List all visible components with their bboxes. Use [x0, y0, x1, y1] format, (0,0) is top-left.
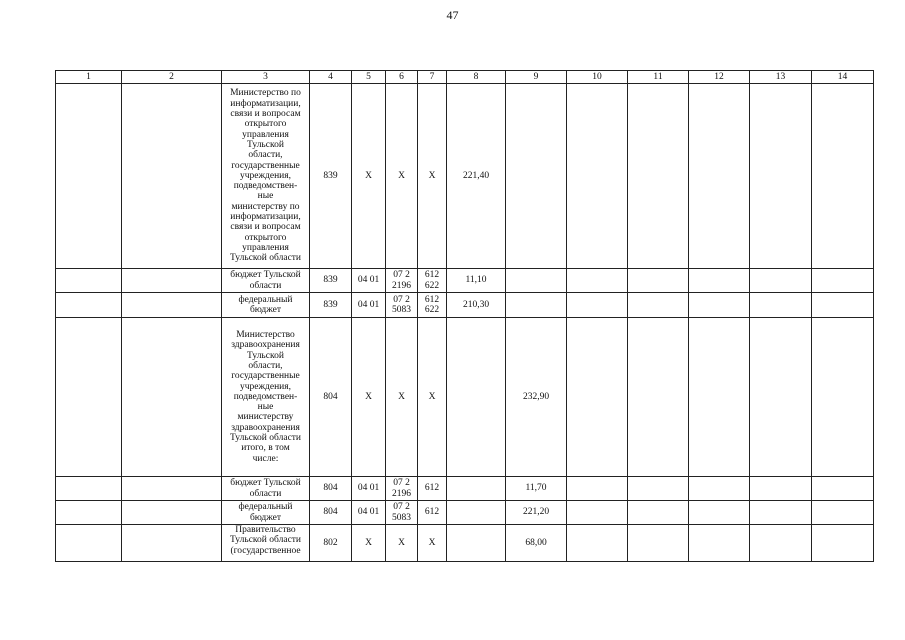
column-header: 13	[750, 71, 812, 84]
table-cell	[750, 477, 812, 501]
table-cell: 04 01	[352, 293, 386, 318]
table-cell: 07 2 2196	[386, 269, 418, 293]
table-cell	[567, 525, 628, 562]
table-cell	[56, 293, 122, 318]
column-header: 8	[447, 71, 506, 84]
table-cell	[689, 318, 750, 477]
table-cell: 04 01	[352, 269, 386, 293]
table-cell	[812, 293, 874, 318]
table-cell: 07 2 5083	[386, 501, 418, 525]
table-cell: Х	[418, 84, 447, 269]
table-cell	[812, 269, 874, 293]
table-cell: 612	[418, 501, 447, 525]
table-cell	[56, 477, 122, 501]
recipient-name-cell: бюджет Тульской области	[222, 269, 310, 293]
recipient-name-cell: Правительство Тульской области (государственное	[222, 525, 310, 562]
table-cell	[689, 269, 750, 293]
table-cell	[122, 477, 222, 501]
table-cell	[628, 269, 689, 293]
amount-cell: 221,40	[447, 84, 506, 269]
table-cell	[812, 525, 874, 562]
table-cell: 839	[310, 84, 352, 269]
table-cell	[628, 525, 689, 562]
budget-table	[55, 70, 874, 562]
table-cell: Х	[386, 84, 418, 269]
table-cell: 07 2 5083	[386, 293, 418, 318]
amount-cell: 232,90	[506, 318, 567, 477]
table-cell	[56, 84, 122, 269]
table-cell	[567, 501, 628, 525]
page-number: 47	[446, 8, 459, 22]
table-cell	[689, 84, 750, 269]
table-cell	[812, 501, 874, 525]
table-row	[56, 84, 874, 269]
table-cell: Х	[418, 318, 447, 477]
table-cell	[628, 318, 689, 477]
table-cell: 04 01	[352, 477, 386, 501]
amount-cell	[506, 293, 567, 318]
recipient-name-cell: бюджет Тульской области	[222, 477, 310, 501]
column-header: 2	[122, 71, 222, 84]
table-cell	[750, 293, 812, 318]
table-row	[56, 318, 874, 477]
column-header: 4	[310, 71, 352, 84]
column-header: 9	[506, 71, 567, 84]
amount-cell: 68,00	[506, 525, 567, 562]
column-header: 7	[418, 71, 447, 84]
table-cell	[56, 501, 122, 525]
amount-cell: 221,20	[506, 501, 567, 525]
column-header: 3	[222, 71, 310, 84]
table-cell	[56, 269, 122, 293]
table-cell	[122, 293, 222, 318]
column-header: 6	[386, 71, 418, 84]
table-cell: 612 622	[418, 269, 447, 293]
column-header: 10	[567, 71, 628, 84]
table-cell	[689, 501, 750, 525]
table-cell: 04 01	[352, 501, 386, 525]
table-cell	[689, 477, 750, 501]
header-row	[56, 71, 874, 84]
column-header: 11	[628, 71, 689, 84]
table-cell	[750, 525, 812, 562]
amount-cell: 11,70	[506, 477, 567, 501]
table-cell: 839	[310, 269, 352, 293]
amount-cell	[447, 477, 506, 501]
table-cell	[567, 84, 628, 269]
amount-cell	[447, 318, 506, 477]
recipient-name-cell: федеральный бюджет	[222, 501, 310, 525]
table-cell: Х	[418, 525, 447, 562]
table-cell	[750, 269, 812, 293]
table-cell	[628, 477, 689, 501]
table-row	[56, 525, 874, 562]
table-row	[56, 293, 874, 318]
table-cell	[750, 501, 812, 525]
table-cell: 802	[310, 525, 352, 562]
table-cell	[567, 477, 628, 501]
table-cell	[56, 525, 122, 562]
table-cell: 612	[418, 477, 447, 501]
table-cell	[750, 84, 812, 269]
table-cell	[689, 525, 750, 562]
table-cell	[812, 318, 874, 477]
recipient-name-cell: Министерство здравоохранения Тульской области, государственные учреждения, подведомствен- ные министерству здравоохранения Тульской области итого, в том числе:	[222, 318, 310, 477]
table-cell: 804	[310, 501, 352, 525]
table-row	[56, 477, 874, 501]
table-cell	[628, 84, 689, 269]
table-cell: 612 622	[418, 293, 447, 318]
table-cell: 839	[310, 293, 352, 318]
table-cell	[567, 293, 628, 318]
table-cell	[122, 525, 222, 562]
table-cell	[567, 318, 628, 477]
table-cell	[812, 477, 874, 501]
amount-cell: 11,10	[447, 269, 506, 293]
recipient-name-cell: Министерство по информатизации, связи и вопросам открытого управления Тульской области, государственные учреждения, подведомствен- ные министерству по информатизации, связи и вопросам открытого управления Тульской области	[222, 84, 310, 269]
table-cell	[628, 501, 689, 525]
table-cell: 804	[310, 318, 352, 477]
table-row	[56, 269, 874, 293]
table-cell: Х	[352, 84, 386, 269]
recipient-name-cell: федеральный бюджет	[222, 293, 310, 318]
table-cell: 804	[310, 477, 352, 501]
table-cell	[812, 84, 874, 269]
table-cell: Х	[352, 525, 386, 562]
column-header: 1	[56, 71, 122, 84]
table-cell	[628, 293, 689, 318]
amount-cell	[506, 84, 567, 269]
table-cell: Х	[386, 318, 418, 477]
table-cell: 07 2 2196	[386, 477, 418, 501]
table-cell	[689, 293, 750, 318]
table-cell	[122, 84, 222, 269]
table-cell	[122, 318, 222, 477]
amount-cell: 210,30	[447, 293, 506, 318]
table-cell	[56, 318, 122, 477]
amount-cell	[447, 525, 506, 562]
column-header: 12	[689, 71, 750, 84]
table-cell: Х	[352, 318, 386, 477]
table-row	[56, 501, 874, 525]
table-cell	[750, 318, 812, 477]
column-header: 14	[812, 71, 874, 84]
table-cell	[122, 501, 222, 525]
column-header: 5	[352, 71, 386, 84]
amount-cell	[506, 269, 567, 293]
amount-cell	[447, 501, 506, 525]
table-cell	[567, 269, 628, 293]
table-cell: Х	[386, 525, 418, 562]
table-cell	[122, 269, 222, 293]
